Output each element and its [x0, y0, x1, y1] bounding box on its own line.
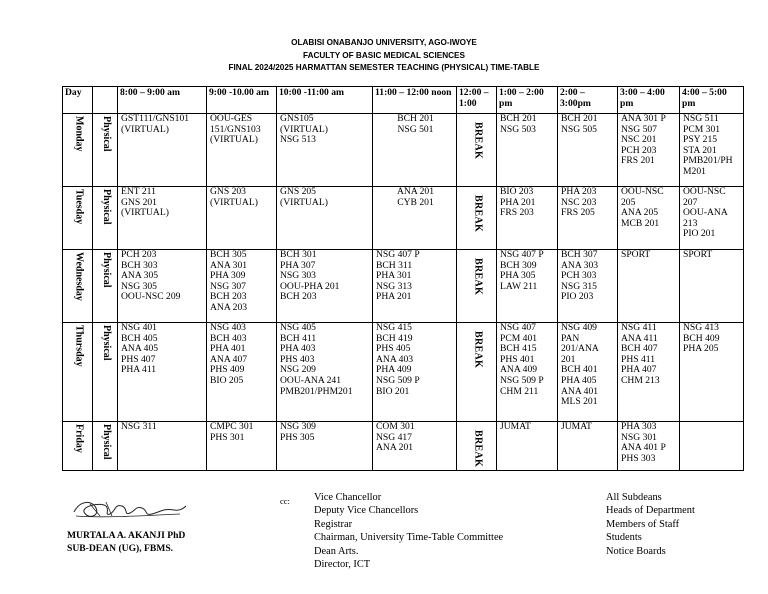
course-code: CHM 211: [500, 385, 539, 397]
course-code: (VIRTUAL): [280, 123, 328, 135]
day-name-cell: [63, 323, 93, 422]
day-name: Thursday: [73, 325, 85, 367]
course-cell: [373, 187, 457, 250]
course-code: CYB 201: [397, 196, 434, 208]
day-name-cell: [63, 114, 93, 187]
cc-recipient: Vice Chancellor: [314, 492, 382, 503]
time-slot-header: 12:00 – 1:00: [457, 87, 497, 114]
day-row: [63, 422, 744, 471]
course-code: NSG 407 P: [500, 249, 544, 260]
course-code: BCH 201: [397, 113, 434, 124]
cc-recipient: Notice Boards: [606, 545, 666, 557]
course-cell: [373, 422, 457, 471]
timetable-header-row: [63, 87, 744, 114]
time-slot-header: 4:00 – 5:00 pm: [680, 87, 744, 114]
course-code: BCH 301: [280, 249, 317, 260]
course-code: FRS 201: [621, 155, 655, 167]
course-code: PHA 411: [121, 364, 157, 376]
course-code: BCH 401: [561, 364, 598, 376]
course-code: ANA 301: [210, 259, 248, 271]
course-code: 201/ANA: [561, 343, 599, 355]
course-code: PIO 203: [561, 291, 594, 303]
course-cell: [558, 114, 618, 187]
course-code: MCB 201: [621, 217, 660, 229]
course-code: PCH 203: [621, 144, 657, 156]
course-code: NSG 405: [280, 322, 316, 333]
course-code: OOU-NSC: [683, 186, 726, 197]
course-code: NSG 511: [683, 113, 719, 124]
course-code: 207: [683, 196, 698, 208]
day-name: Tuesday: [73, 189, 85, 225]
course-cell: [618, 422, 680, 471]
course-cell: [497, 187, 558, 250]
course-code: BCH 403: [210, 332, 247, 344]
course-code: MLS 201: [561, 396, 598, 408]
course-code: (VIRTUAL): [121, 207, 169, 219]
course-cell: [558, 250, 618, 323]
course-code: BCH 415: [500, 343, 537, 355]
course-code: PHA 401: [210, 343, 246, 355]
course-code: NSG 505: [561, 123, 597, 135]
signature-image: [70, 494, 190, 524]
course-cell: [277, 114, 373, 187]
course-code: PHA 201: [500, 196, 536, 208]
course-code: CMPC 301: [210, 421, 254, 432]
course-code: PHS 301: [210, 431, 245, 443]
day-name: Friday: [73, 424, 85, 453]
course-cell: [618, 323, 680, 422]
signatory-block: [67, 530, 185, 555]
course-code: OOU-PHA 201: [280, 280, 340, 292]
course-code: M201: [683, 165, 706, 177]
course-cell: [207, 250, 277, 323]
mode-label: Physical: [100, 189, 112, 225]
course-code: SPORT: [621, 249, 651, 260]
course-code: NSG 307: [210, 280, 246, 292]
cc-list-primary: [314, 491, 503, 571]
course-cell: [277, 187, 373, 250]
course-code: PHA 403: [280, 343, 316, 355]
course-code: PHS 403: [280, 353, 315, 365]
course-code: PHA 201: [376, 291, 412, 303]
cc-recipient: Director, ICT: [314, 559, 371, 571]
course-code: ANA 409: [500, 364, 538, 376]
course-code: CHM 213: [621, 374, 660, 386]
course-code: BCH 405: [121, 332, 158, 344]
break-cell: [457, 187, 497, 250]
course-code: BCH 203: [280, 291, 317, 303]
time-slot-header: 9:00 -10.00 am: [207, 87, 277, 114]
mode-cell: [93, 187, 118, 250]
course-code: BCH 203: [210, 291, 247, 303]
course-cell: [373, 323, 457, 422]
mode-column-header: [93, 87, 118, 114]
course-code: NSG 407: [500, 322, 536, 333]
course-cell: [118, 250, 207, 323]
course-cell: [680, 187, 744, 250]
course-cell: [680, 250, 744, 323]
signatory-name: MURTALA A. AKANJI PhD: [67, 530, 186, 541]
course-code: BCH 303: [121, 259, 158, 271]
course-code: PHS 401: [500, 353, 535, 365]
mode-cell: [93, 114, 118, 187]
course-code: NSG 303: [280, 270, 316, 282]
time-slot-header: 10:00 -11:00 am: [277, 87, 373, 114]
course-code: ANA 201: [396, 186, 435, 197]
day-name: Monday: [73, 116, 85, 152]
course-cell: [618, 250, 680, 323]
course-code: GNS 205: [280, 186, 316, 197]
course-code: PHS 305: [280, 431, 315, 443]
course-cell: [618, 114, 680, 187]
course-code: NSG 313: [376, 280, 412, 292]
course-code: BCH 307: [561, 249, 598, 260]
mode-label: Physical: [100, 252, 112, 288]
course-cell: [207, 323, 277, 422]
course-cell: [207, 114, 277, 187]
course-code: JUMAT: [500, 421, 531, 432]
course-cell: [680, 323, 744, 422]
course-cell: [497, 323, 558, 422]
course-code: PHA 305: [500, 270, 536, 282]
course-code: PHS 409: [210, 364, 245, 376]
course-code: ANA 411: [621, 332, 658, 344]
faculty-name: FACULTY OF BASIC MEDICAL SCIENCES: [303, 50, 465, 60]
course-cell: [373, 114, 457, 187]
course-code: BCH 309: [500, 259, 537, 271]
course-code: NSG 309: [280, 421, 316, 432]
day-name: Wednesday: [73, 252, 85, 301]
course-code: ANA 305: [121, 270, 159, 282]
course-cell: [277, 250, 373, 323]
course-code: PHA 203: [561, 186, 597, 197]
signatory-title: SUB-DEAN (UG), FBMS.: [67, 542, 174, 554]
course-code: BCH 411: [280, 332, 317, 344]
course-code: OOU-ANA 241: [280, 374, 342, 386]
cc-recipient: Students: [606, 532, 642, 544]
course-code: BIO 205: [210, 374, 244, 386]
course-cell: [118, 422, 207, 471]
course-code: PHA 309: [210, 270, 246, 282]
time-slot-header: 2:00 – 3:00pm: [558, 87, 618, 114]
course-code: BCH 201: [561, 113, 598, 124]
course-cell: [497, 422, 558, 471]
course-code: (VIRTUAL): [210, 196, 258, 208]
course-code: NSG 315: [561, 280, 597, 292]
course-code: NSG 305: [121, 280, 157, 292]
course-code: (VIRTUAL): [210, 134, 258, 146]
course-cell: [680, 422, 744, 471]
course-code: BCH 201: [500, 113, 537, 124]
course-code: OOU-NSC: [621, 186, 664, 197]
course-code: NSG 415: [376, 322, 412, 333]
time-slot-header: 3:00 – 4:00 pm: [618, 87, 680, 114]
course-cell: [497, 250, 558, 323]
course-code: PCM 401: [500, 332, 538, 344]
mode-label: Physical: [100, 116, 112, 152]
document-title: FINAL 2024/2025 HARMATTAN SEMESTER TEACHING (PHYSICAL) TIME-TABLE: [228, 63, 540, 73]
course-code: NSG 509 P: [376, 374, 420, 386]
break-label: BREAK: [472, 122, 484, 160]
course-code: GNS 201: [121, 196, 157, 208]
course-code: OOU-ANA: [683, 207, 728, 219]
course-cell: [558, 323, 618, 422]
course-code: ANA 205: [621, 207, 659, 219]
course-code: PAN: [561, 332, 580, 344]
course-code: ANA 303: [561, 259, 599, 271]
course-code: NSG 401: [121, 322, 157, 333]
course-code: NSG 501: [397, 123, 434, 135]
course-code: ANA 401 P: [621, 442, 666, 454]
course-code: BCH 419: [376, 332, 413, 344]
course-code: BCH 311: [376, 259, 413, 271]
course-code: NSG 509 P: [500, 374, 544, 386]
course-code: PHA 303: [621, 421, 657, 432]
course-code: PHS 405: [376, 343, 411, 355]
course-code: ANA 403: [376, 353, 414, 365]
course-code: ANA 203: [210, 301, 248, 313]
course-cell: [277, 323, 373, 422]
cc-recipient: Chairman, University Time-Table Committee: [314, 532, 504, 544]
course-code: PMB201/PHM201: [280, 385, 353, 397]
mode-cell: [93, 422, 118, 471]
course-code: NSG 403: [210, 322, 246, 333]
time-slot-header: 8:00 – 9:00 am: [118, 87, 207, 114]
course-code: (VIRTUAL): [121, 123, 169, 135]
course-cell: [118, 323, 207, 422]
course-code: FRS 203: [500, 207, 534, 219]
break-cell: [457, 422, 497, 471]
course-code: ANA 405: [121, 343, 159, 355]
course-code: ENT 211: [121, 186, 156, 197]
time-slot-header: 1:00 – 2:00 pm: [497, 87, 558, 114]
break-label: BREAK: [472, 195, 484, 233]
course-code: BCH 305: [210, 249, 247, 260]
break-label: BREAK: [472, 331, 484, 369]
university-name: OLABISI ONABANJO UNIVERSITY, AGO-IWOYE: [291, 38, 477, 47]
course-code: PHA 307: [280, 259, 316, 271]
course-code: NSG 413: [683, 322, 719, 333]
break-label: BREAK: [472, 430, 484, 468]
timetable: [62, 86, 744, 471]
course-cell: [277, 422, 373, 471]
course-code: 201: [561, 353, 576, 365]
course-code: NSG 209: [280, 364, 316, 376]
course-code: COM 301: [376, 421, 415, 432]
day-column-header: Day: [63, 87, 93, 114]
cc-recipient: Heads of Department: [606, 505, 695, 517]
break-label: BREAK: [472, 258, 484, 296]
course-cell: [207, 422, 277, 471]
cc-label: cc:: [280, 496, 290, 506]
course-code: NSG 411: [621, 322, 657, 333]
break-cell: [457, 250, 497, 323]
course-code: BIO 203: [500, 186, 534, 197]
cc-recipient: Registrar: [314, 518, 353, 530]
course-code: 213: [683, 217, 698, 229]
course-cell: [497, 114, 558, 187]
course-code: NSG 311: [121, 421, 157, 432]
time-slot-header: 11:00 – 12:00 noon: [373, 87, 457, 114]
course-code: PHA 409: [376, 364, 412, 376]
mode-cell: [93, 323, 118, 422]
course-code: NSG 407 P: [376, 249, 420, 260]
course-code: 205: [621, 196, 636, 208]
cc-recipient: All Subdeans: [606, 492, 662, 503]
day-row: [63, 114, 744, 187]
course-code: PHS 303: [621, 452, 656, 464]
day-row: [63, 323, 744, 422]
course-code: LAW 211: [500, 280, 538, 292]
course-code: PSY 215: [683, 134, 718, 146]
course-code: GNS105: [280, 113, 314, 124]
course-cell: [118, 114, 207, 187]
course-code: NSC 201: [621, 134, 657, 146]
course-code: 151/GNS103: [210, 123, 261, 135]
course-code: PHA 405: [561, 374, 597, 386]
course-code: PMB201/PH: [683, 155, 733, 167]
course-code: (VIRTUAL): [280, 196, 328, 208]
mode-label: Physical: [100, 424, 112, 460]
course-cell: [618, 187, 680, 250]
course-code: PCM 301: [683, 123, 721, 135]
cc-recipient: Dean Arts.: [314, 545, 359, 557]
course-code: PHA 205: [683, 343, 719, 355]
course-cell: [118, 187, 207, 250]
course-code: PHA 407: [621, 364, 657, 376]
course-code: PHS 407: [121, 353, 156, 365]
course-code: BCH 407: [621, 343, 658, 355]
course-code: PIO 201: [683, 228, 716, 240]
course-code: GST111/GNS101: [121, 113, 190, 124]
mode-cell: [93, 250, 118, 323]
course-code: NSC 203: [561, 196, 597, 208]
course-code: OOU-GES: [210, 113, 253, 124]
course-code: NSG 417: [376, 431, 412, 443]
course-cell: [558, 422, 618, 471]
cc-list-secondary: [606, 491, 695, 558]
course-code: ANA 301 P: [621, 113, 666, 124]
course-code: FRS 205: [561, 207, 595, 219]
course-code: SPORT: [683, 249, 713, 260]
course-cell: [558, 187, 618, 250]
break-cell: [457, 114, 497, 187]
course-code: GNS 203: [210, 186, 246, 197]
course-code: JUMAT: [561, 421, 592, 432]
course-cell: [680, 114, 744, 187]
course-code: STA 201: [683, 144, 717, 156]
course-code: NSG 301: [621, 431, 657, 443]
course-cell: [373, 250, 457, 323]
course-code: NSG 503: [500, 123, 536, 135]
course-cell: [207, 187, 277, 250]
day-row: [63, 187, 744, 250]
course-code: PCH 303: [561, 270, 597, 282]
course-code: BCH 409: [683, 332, 720, 344]
course-code: PHS 411: [621, 353, 656, 365]
break-cell: [457, 323, 497, 422]
day-name-cell: [63, 422, 93, 471]
day-name-cell: [63, 250, 93, 323]
course-code: PCH 203: [121, 249, 157, 260]
course-code: ANA 401: [561, 385, 599, 397]
course-code: ANA 407: [210, 353, 248, 365]
course-code: NSG 507: [621, 123, 657, 135]
course-code: NSG 409: [561, 322, 597, 333]
course-code: NSG 513: [280, 134, 316, 146]
cc-recipient: Members of Staff: [606, 518, 680, 530]
cc-recipient: Deputy Vice Chancellors: [314, 505, 419, 517]
course-code: ANA 201: [376, 442, 414, 454]
course-code: PHA 301: [376, 270, 412, 282]
document-header: [0, 37, 768, 75]
course-code: BIO 201: [376, 385, 410, 397]
course-code: OOU-NSC 209: [121, 291, 181, 303]
day-row: [63, 250, 744, 323]
mode-label: Physical: [100, 325, 112, 361]
day-name-cell: [63, 187, 93, 250]
